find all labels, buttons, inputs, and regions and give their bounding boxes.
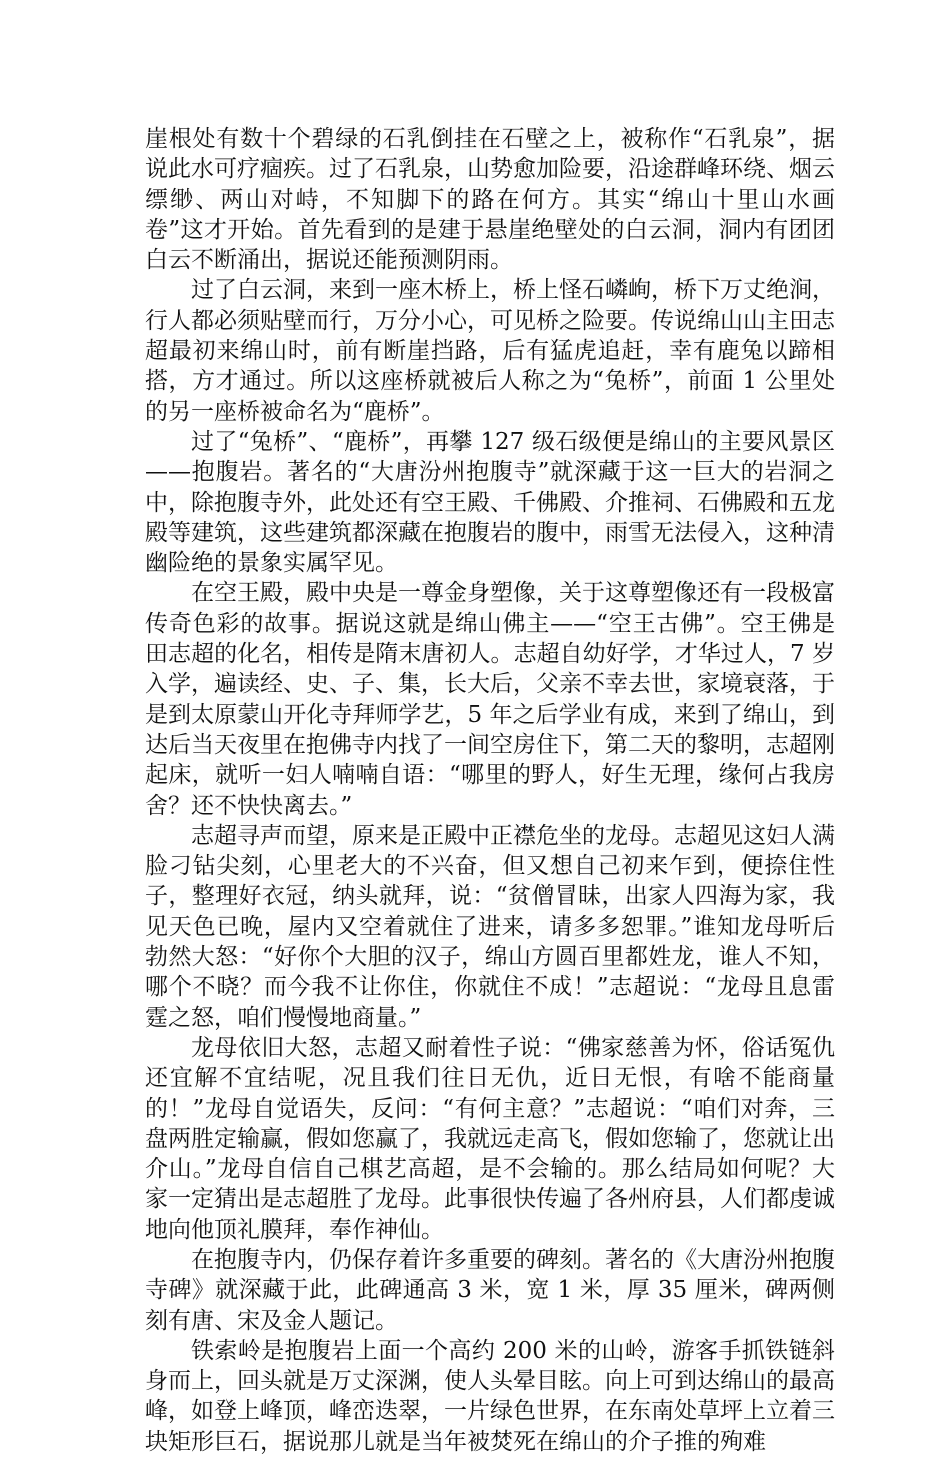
paragraph-3: 过了“兔桥”、“鹿桥”，再攀 127 级石级便是绵山的主要风景区——抱腹岩。著名的“大唐汾州抱腹寺”就深藏于这一巨大的岩洞之中，除抱腹寺外，此处还有空王殿、千佛殿、介推祠、石佛殿和五龙殿等建筑，这些建筑都深藏在抱腹岩的腹中，雨雪无法侵入，这种清幽险绝的景象实属罕见。 (145, 428, 835, 577)
paragraph-6: 龙母依旧大怒，志超又耐着性子说：“佛家慈善为怀，俗话冤仇还宜解不宜结呢，况且我们往日无仇，近日无恨，有啥不能商量的！”龙母自觉语失，反问：“有何主意？”志超说：“咱们对奔，三盘两胜定输赢，假如您赢了，我就远走高飞，假如您输了，您就让出介山。”龙母自信自己棋艺高超，是不会输的。那么结局如何呢？大家一定猜出是志超胜了龙母。此事很快传遍了各州府县，人们都虔诚地向他顶礼膜拜，奉作神仙。 (145, 1034, 835, 1243)
paragraph-4: 在空王殿，殿中央是一尊金身塑像，关于这尊塑像还有一段极富传奇色彩的故事。据说这就是绵山佛主——“空王古佛”。空王佛是田志超的化名，相传是隋末唐初人。志超自幼好学，才华过人，7 岁入学，遍读经、史、子、集，长大后，父亲不幸去世，家境衰落，于是到太原蒙山开化寺拜师学艺，5 年之后学业有成，来到了绵山，到达后当天夜里在抱佛寺内找了一间空房住下，第二天的黎明，志超刚起床，就听一妇人喃喃自语：“哪里的野人，好生无理，缘何占我房舍？还不快快离去。” (145, 580, 835, 819)
paragraph-2: 过了白云洞，来到一座木桥上，桥上怪石嶙峋，桥下万丈绝涧，行人都必须贴壁而行，万分小心，可见桥之险要。传说绵山山主田志超最初来绵山时，前有断崖挡路，后有猛虎追赶，幸有鹿兔以蹄相搭，方才通过。所以这座桥就被后人称之为“兔桥”，前面 1 公里处的另一座桥被命名为“鹿桥”。 (145, 277, 835, 425)
paragraph-8: 铁索岭是抱腹岩上面一个高约 200 米的山岭，游客手抓铁链斜身而上，回头就是万丈深渊，使人头晕目眩。向上可到达绵山的最高峰，如登上峰顶，峰峦迭翠，一片绿色世界，在东南处草坪上立着三块矩形巨石，据说那儿就是当年被焚死在绵山的介子推的殉难 (145, 1337, 835, 1455)
paragraph-1: 崖根处有数十个碧绿的石乳倒挂在石壁之上，被称作“石乳泉”，据说此水可疗痼疾。过了石乳泉，山势愈加险要，沿途群峰环绕、烟云缥缈、两山对峙，不知脚下的路在何方。其实“绵山十里山水画卷”这才开始。首先看到的是建于悬崖绝壁处的白云洞，洞内有团团白云不断涌出，据说还能预测阴雨。 (145, 126, 835, 274)
paragraph-7: 在抱腹寺内，仍保存着许多重要的碑刻。著名的《大唐汾州抱腹寺碑》就深藏于此，此碑通高 3 米，宽 1 米，厚 35 厘米，碑两侧刻有唐、宋及金人题记。 (145, 1246, 835, 1334)
paragraph-5: 志超寻声而望，原来是正殿中正襟危坐的龙母。志超见这妇人满脸刁钻尖刻，心里老大的不兴奋，但又想自己初来乍到，便捺住性子，整理好衣冠，纳头就拜，说：“贫僧冒昧，出家人四海为家，我见天色已晚，屋内又空着就住了进来，请多多恕罪。”谁知龙母听后勃然大怒：“好你个大胆的汉子，绵山方圆百里都姓龙，谁人不知，哪个不晓？而今我不让你住，你就住不成！”志超说：“龙母且息雷霆之怒，咱们慢慢地商量。” (145, 822, 835, 1031)
document-body (145, 124, 835, 1457)
